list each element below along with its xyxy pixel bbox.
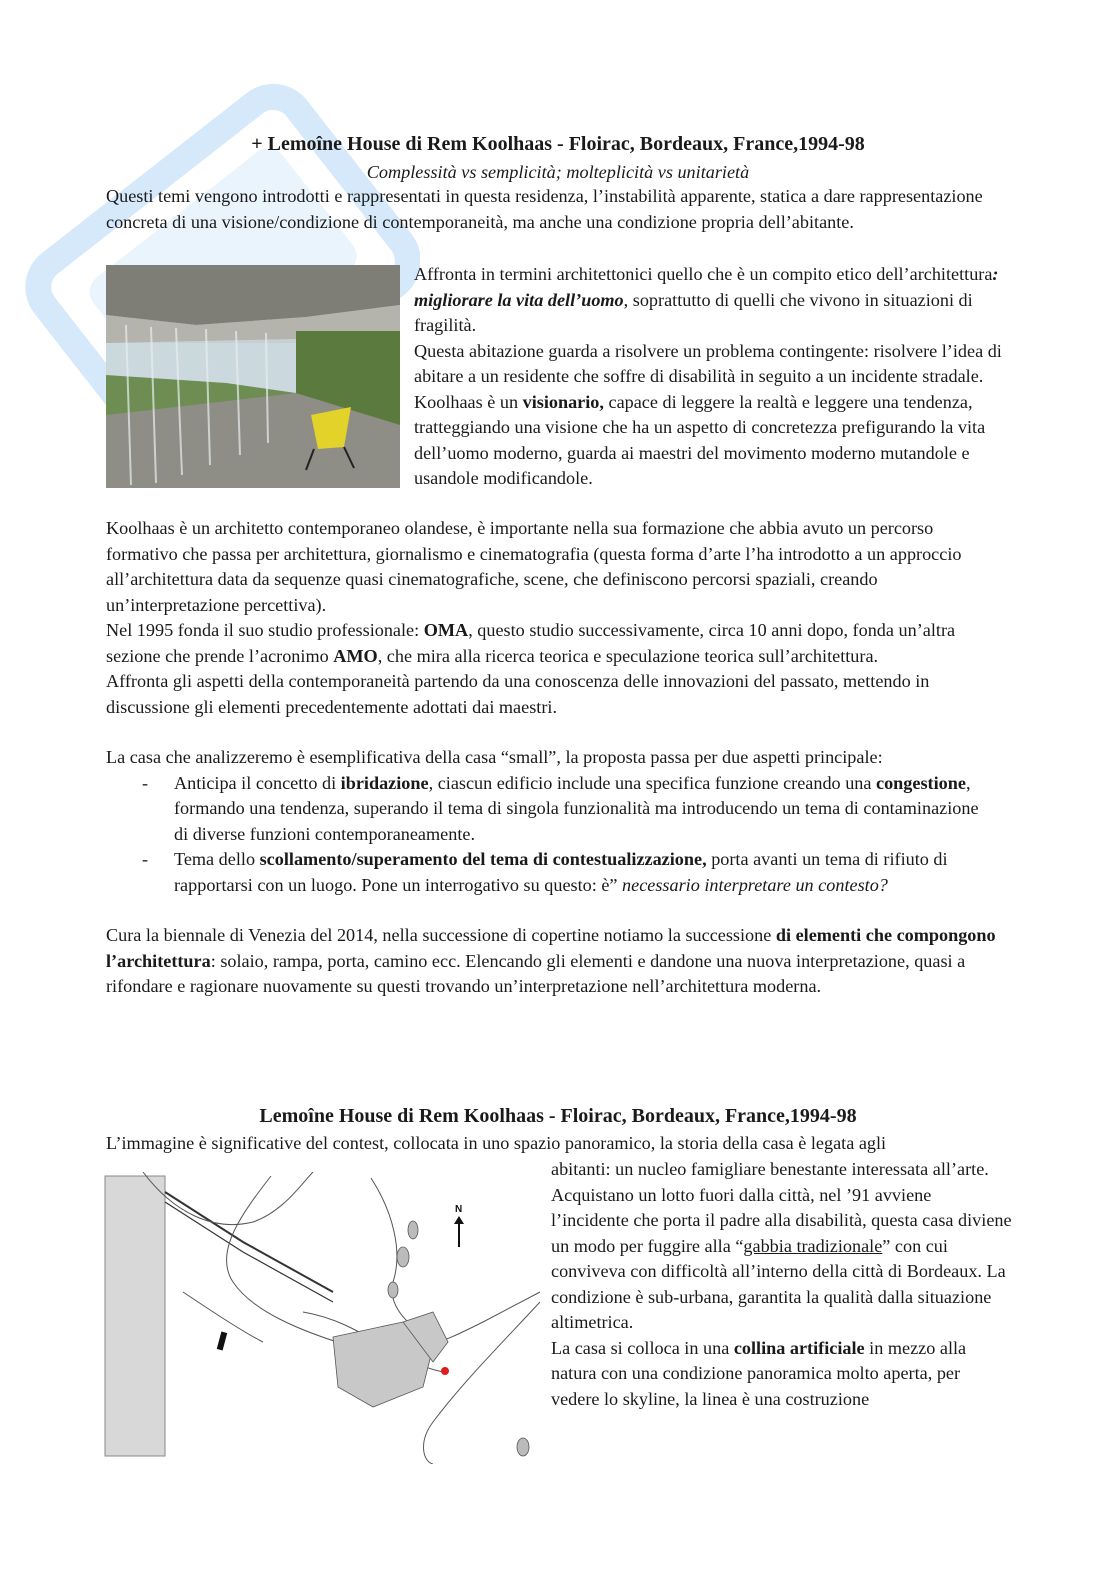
intro-paragraph: Questi temi vengono introdotti e rappresentati in questa residenza, l’instabilità apparente, statica a dare rappresentazione concreta di una visione/condizione di contemporaneità, ma anche una condizione propria dell’abitante. (106, 186, 983, 232)
bullet1-text: Anticipa il concetto di (174, 772, 341, 793)
context-paragraph: L’immagine è significative del contest, collocata in uno spazio panoramico, la storia della casa è legata agli (106, 1133, 887, 1153)
section2-intro (106, 1131, 1006, 1157)
house-photo-illustration (106, 265, 400, 488)
oma-text-end: , che mira alla ricerca teorica e speculazione teorica sull’architettura. (377, 645, 879, 666)
site-map (103, 1172, 540, 1464)
section1-body (106, 516, 996, 1000)
contingent-paragraph (414, 339, 1010, 492)
oma-text-mid: , questo studio successivamente, circa 10 anni dopo, fonda un’altra sezione che prende l’acronimo (106, 620, 956, 666)
section1-title: + Lemoîne House di Rem Koolhaas - Floirac, Bordeaux, France,1994-98 (251, 133, 865, 155)
house-photo (106, 265, 400, 488)
bullet-dash: - (142, 772, 149, 793)
north-label: N (455, 1204, 463, 1215)
contesto-italic: necessario interpretare un contesto? (622, 874, 888, 895)
scollamento-bold: scollamento/superamento del tema di contestualizzazione, (259, 849, 707, 869)
bullet1-text-end: , formando una tendenza, superando il tema di singola funzionalità ma introducendo un tema di contaminazione di diverse funzioni contemporaneamente. (174, 772, 979, 844)
oma-text: Nel 1995 fonda il suo studio professionale: (106, 620, 424, 640)
section2-title: Lemoîne House di Rem Koolhaas - Floirac, Bordeaux, France,1994-98 (259, 1105, 857, 1127)
small-house-paragraph: La casa che analizzeremo è esemplificativa della casa “small”, la proposta passa per due aspetti principale: (106, 747, 883, 767)
contingent-text-end: capace di leggere la realtà e leggere una tendenza, tratteggiando una visione che ha un aspetto di concretezza prefigurando la vita dell’uomo moderno, guarda ai maestri del movimento moderno mutandole e usandole modificandole. (414, 391, 986, 488)
biennale-paragraph (106, 923, 996, 1000)
congestione-bold: congestione (876, 772, 966, 793)
bullet1-text-mid: , ciascun edificio include una specifica funzione creando una (428, 772, 877, 793)
lot-text: Acquistano un lotto fuori dalla città, nel ’91 avviene l’incidente che porta il padre alla disabilità, questa casa diviene un modo per fuggire alla “ (551, 1184, 1012, 1256)
amo-bold: AMO (333, 645, 378, 666)
section1-intro (106, 184, 996, 235)
section2-side-text (551, 1157, 1013, 1412)
contemporaneity-paragraph: Affronta gli aspetti della contemporaneità partendo da una conoscenza delle innovazioni del passato, mettendo in discussione gli elementi precedentemente adottati dai maestri. (106, 671, 930, 717)
oma-bold: OMA (423, 620, 469, 640)
visionario-bold: visionario, (522, 391, 604, 412)
lot-paragraph (551, 1183, 1013, 1336)
ethics-text-end: , soprattutto di quelli che vivono in situazioni di fragilità. (414, 289, 973, 335)
biennale-text-end: : solaio, rampa, porta, camino ecc. Elencando gli elementi e dandone una nuova interpretazione, quasi a rifondare e ragionare nuovamente su questi trovando un’interpretazione nell’architettura moderna. (106, 950, 966, 996)
lot-text-end: ” con cui conviveva con difficoltà all’interno della città di Bordeaux. La condizione è sub-urbana, garantita la qualità dalla situazione altimetrica. (551, 1235, 1006, 1332)
biennale-text: Cura la biennale di Venezia del 2014, nella successione di copertine notiamo la successione (106, 925, 776, 945)
inhabitants-paragraph: abitanti: un nucleo famigliare benestante interessata all’arte. (551, 1159, 989, 1179)
hill-text: La casa si colloca in una (551, 1337, 734, 1358)
gabbia-underlined: gabbia tradizionale (743, 1235, 883, 1256)
hill-text-end: in mezzo alla natura con una condizione panoramica molto aperta, per vedere lo skyline, la linea è una costruzione (551, 1337, 967, 1409)
list-item (106, 847, 996, 898)
ethics-text: Affronta in termini architettonici quello che è un compito etico dell’architettura (414, 264, 993, 284)
ethics-paragraph (414, 262, 1010, 339)
collina-bold: collina artificiale (733, 1337, 865, 1358)
oma-paragraph (106, 618, 996, 669)
elements-bold: di elementi che compongono l’architettura (106, 925, 996, 971)
hill-paragraph (551, 1336, 1013, 1413)
koolhaas-paragraph: Koolhaas è un architetto contemporaneo olandese, è importante nella sua formazione che abbia avuto un percorso formativo che passa per architettura, giornalismo e cinematografia (questa forma d’arte l’ha introdotto a un approccio all’architettura data da sequenze quasi cinematografiche, scene, che definiscono percorsi spaziali, creando un’interpretazione percettiva). (106, 518, 962, 615)
ibridazione-bold: ibridazione (340, 772, 429, 793)
bullet2-text-mid: porta avanti un tema di rifiuto di rapportarsi con un luogo. Pone un interrogativo su questo: è” (174, 849, 948, 895)
section1-subtitle: Complessità vs semplicità; molteplicità vs unitarietà (366, 162, 750, 182)
list-item (106, 771, 996, 848)
aspects-list (106, 771, 996, 899)
bullet2-text: Tema dello (174, 849, 260, 869)
ethics-emphasis: : migliorare la vita dell’uomo (414, 264, 999, 310)
site-map-drawing (103, 1172, 540, 1464)
section1-side-text (414, 262, 1010, 492)
contingent-text: Questa abitazione guarda a risolvere un problema contingente: risolvere l’idea di abitare a un residente che soffre di disabilità in seguito a un incidente stradale. Koolhaas è un (414, 340, 1002, 412)
bullet-dash: - (142, 849, 149, 869)
